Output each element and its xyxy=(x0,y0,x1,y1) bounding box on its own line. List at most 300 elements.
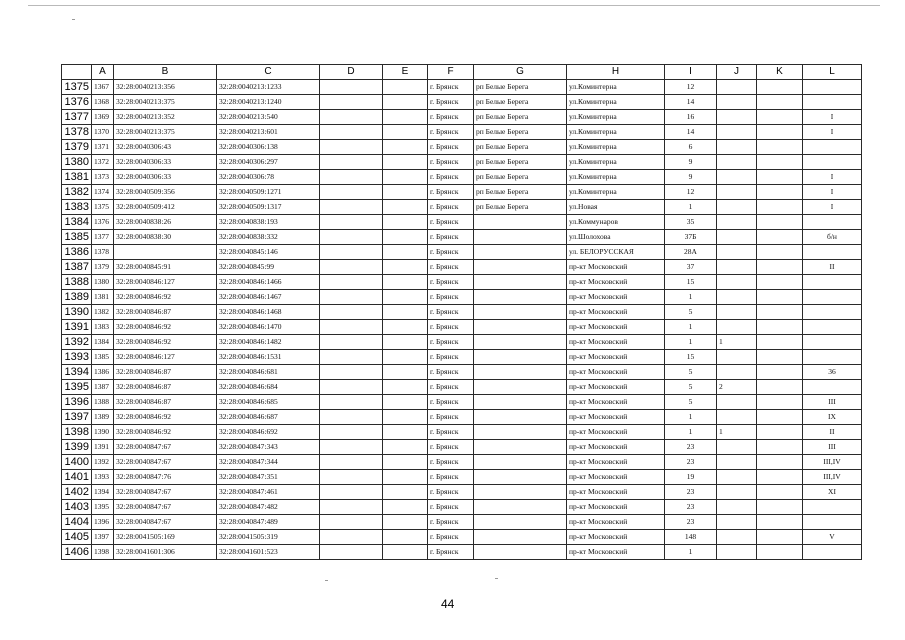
cell-col-d xyxy=(320,500,383,515)
cell-col-e xyxy=(383,230,428,245)
cell-col-a: 1392 xyxy=(92,455,114,470)
cell-col-j xyxy=(717,455,757,470)
cell-col-i: 6 xyxy=(665,140,717,155)
row-number: 1393 xyxy=(62,350,92,365)
row-number: 1396 xyxy=(62,395,92,410)
cell-col-b: 32:28:0040846:87 xyxy=(114,365,217,380)
cell-col-i: 15 xyxy=(665,350,717,365)
cell-col-b: 32:28:0040846:87 xyxy=(114,305,217,320)
column-header-j: J xyxy=(717,65,757,80)
cell-col-c: 32:28:0040838:193 xyxy=(217,215,320,230)
cell-col-b: 32:28:0040847:67 xyxy=(114,515,217,530)
cell-col-l: I xyxy=(803,170,862,185)
cell-col-a: 1381 xyxy=(92,290,114,305)
cell-col-j xyxy=(717,470,757,485)
column-header-e: E xyxy=(383,65,428,80)
cell-col-h: пр-кт Московский xyxy=(567,545,665,560)
cell-col-f: г. Брянск xyxy=(428,395,474,410)
cell-col-b: 32:28:0040847:67 xyxy=(114,440,217,455)
column-header-c: C xyxy=(217,65,320,80)
table-row xyxy=(62,290,862,305)
table-row xyxy=(62,455,862,470)
cell-col-d xyxy=(320,425,383,440)
cell-col-j: 1 xyxy=(717,335,757,350)
cell-col-h: ул.Новая xyxy=(567,200,665,215)
cell-col-b: 32:28:0040213:356 xyxy=(114,80,217,95)
cell-col-l xyxy=(803,290,862,305)
cell-col-k xyxy=(757,80,803,95)
row-number: 1391 xyxy=(62,320,92,335)
cell-col-k xyxy=(757,185,803,200)
cell-col-d xyxy=(320,410,383,425)
cell-col-e xyxy=(383,305,428,320)
cell-col-c: 32:28:0040509:1317 xyxy=(217,200,320,215)
table-row xyxy=(62,305,862,320)
cell-col-l xyxy=(803,155,862,170)
cell-col-c: 32:28:0040846:684 xyxy=(217,380,320,395)
cell-col-l xyxy=(803,245,862,260)
cell-col-g xyxy=(474,335,567,350)
cell-col-h: пр-кт Московский xyxy=(567,425,665,440)
cell-col-i: 5 xyxy=(665,365,717,380)
cell-col-h: ул.Коминтерна xyxy=(567,80,665,95)
cell-col-i: 9 xyxy=(665,170,717,185)
table-row xyxy=(62,485,862,500)
cell-col-c: 32:28:0040846:692 xyxy=(217,425,320,440)
row-number: 1387 xyxy=(62,260,92,275)
cell-col-l: III xyxy=(803,395,862,410)
cell-col-e xyxy=(383,380,428,395)
cell-col-a: 1396 xyxy=(92,515,114,530)
cell-col-e xyxy=(383,245,428,260)
table-row xyxy=(62,335,862,350)
cell-col-k xyxy=(757,95,803,110)
scan-speck xyxy=(495,578,498,579)
cell-col-f: г. Брянск xyxy=(428,230,474,245)
cell-col-i: 1 xyxy=(665,320,717,335)
table-row xyxy=(62,395,862,410)
row-number: 1397 xyxy=(62,410,92,425)
cell-col-d xyxy=(320,215,383,230)
cell-col-b: 32:28:0040846:87 xyxy=(114,380,217,395)
scan-speck xyxy=(325,580,328,581)
cell-col-d xyxy=(320,140,383,155)
cell-col-a: 1384 xyxy=(92,335,114,350)
cell-col-f: г. Брянск xyxy=(428,350,474,365)
cell-col-b: 32:28:0040846:127 xyxy=(114,350,217,365)
cell-col-b: 32:28:0040838:26 xyxy=(114,215,217,230)
cell-col-f: г. Брянск xyxy=(428,245,474,260)
table-row xyxy=(62,365,862,380)
table-body xyxy=(62,80,862,560)
cell-col-b: 32:28:0040847:67 xyxy=(114,485,217,500)
cell-col-j xyxy=(717,290,757,305)
cell-col-i: 16 xyxy=(665,110,717,125)
column-header-f: F xyxy=(428,65,474,80)
row-number: 1380 xyxy=(62,155,92,170)
cell-col-g: рп Белые Берега xyxy=(474,170,567,185)
cell-col-c: 32:28:0040213:1240 xyxy=(217,95,320,110)
cell-col-b: 32:28:0040847:76 xyxy=(114,470,217,485)
table-row xyxy=(62,545,862,560)
cell-col-k xyxy=(757,380,803,395)
cell-col-c: 32:28:0040846:685 xyxy=(217,395,320,410)
cell-col-a: 1380 xyxy=(92,275,114,290)
cell-col-l: I xyxy=(803,125,862,140)
row-number: 1402 xyxy=(62,485,92,500)
cell-col-g: рп Белые Берега xyxy=(474,140,567,155)
cell-col-k xyxy=(757,140,803,155)
cell-col-c: 32:28:0040846:1482 xyxy=(217,335,320,350)
row-number: 1383 xyxy=(62,200,92,215)
cell-col-f: г. Брянск xyxy=(428,380,474,395)
cell-col-a: 1377 xyxy=(92,230,114,245)
cell-col-h: пр-кт Московский xyxy=(567,395,665,410)
cell-col-k xyxy=(757,155,803,170)
cell-col-a: 1371 xyxy=(92,140,114,155)
cell-col-d xyxy=(320,200,383,215)
cell-col-f: г. Брянск xyxy=(428,425,474,440)
cell-col-k xyxy=(757,410,803,425)
cell-col-h: пр-кт Московский xyxy=(567,530,665,545)
cell-col-c: 32:28:0040845:99 xyxy=(217,260,320,275)
cell-col-c: 32:28:0040838:332 xyxy=(217,230,320,245)
cell-col-d xyxy=(320,275,383,290)
cell-col-b: 32:28:0041505:169 xyxy=(114,530,217,545)
cell-col-i: 28А xyxy=(665,245,717,260)
cell-col-j xyxy=(717,320,757,335)
column-header-d: D xyxy=(320,65,383,80)
row-number: 1381 xyxy=(62,170,92,185)
cell-col-e xyxy=(383,410,428,425)
cell-col-h: пр-кт Московский xyxy=(567,350,665,365)
cell-col-l xyxy=(803,80,862,95)
table-row xyxy=(62,185,862,200)
cell-col-g xyxy=(474,365,567,380)
cell-col-d xyxy=(320,455,383,470)
cell-col-c: 32:28:0040847:351 xyxy=(217,470,320,485)
cell-col-i: 37Б xyxy=(665,230,717,245)
cell-col-f: г. Брянск xyxy=(428,155,474,170)
cell-col-e xyxy=(383,530,428,545)
cell-col-g xyxy=(474,530,567,545)
cell-col-d xyxy=(320,335,383,350)
cell-col-a: 1398 xyxy=(92,545,114,560)
cell-col-f: г. Брянск xyxy=(428,275,474,290)
table-row xyxy=(62,260,862,275)
cell-col-e xyxy=(383,350,428,365)
row-number: 1378 xyxy=(62,125,92,140)
cell-col-d xyxy=(320,80,383,95)
cell-col-e xyxy=(383,395,428,410)
cell-col-h: пр-кт Московский xyxy=(567,440,665,455)
cell-col-a: 1370 xyxy=(92,125,114,140)
cell-col-e xyxy=(383,440,428,455)
column-header-l: L xyxy=(803,65,862,80)
cell-col-f: г. Брянск xyxy=(428,440,474,455)
row-number: 1395 xyxy=(62,380,92,395)
table-row xyxy=(62,140,862,155)
cell-col-b: 32:28:0041601:306 xyxy=(114,545,217,560)
cell-col-k xyxy=(757,200,803,215)
cell-col-c: 32:28:0040846:1470 xyxy=(217,320,320,335)
cell-col-l: б/н xyxy=(803,230,862,245)
cell-col-a: 1378 xyxy=(92,245,114,260)
cell-col-c: 32:28:0040847:343 xyxy=(217,440,320,455)
table-row xyxy=(62,80,862,95)
cell-col-d xyxy=(320,125,383,140)
cell-col-i: 23 xyxy=(665,500,717,515)
cell-col-i: 1 xyxy=(665,335,717,350)
cell-col-b: 32:28:0040847:67 xyxy=(114,500,217,515)
cell-col-f: г. Брянск xyxy=(428,515,474,530)
cell-col-e xyxy=(383,320,428,335)
cell-col-i: 23 xyxy=(665,455,717,470)
cell-col-b: 32:28:0040846:92 xyxy=(114,290,217,305)
cell-col-d xyxy=(320,170,383,185)
cell-col-g xyxy=(474,500,567,515)
column-header-k: K xyxy=(757,65,803,80)
cell-col-b: 32:28:0040306:33 xyxy=(114,155,217,170)
row-number: 1388 xyxy=(62,275,92,290)
table-row xyxy=(62,215,862,230)
cell-col-a: 1386 xyxy=(92,365,114,380)
cell-col-a: 1374 xyxy=(92,185,114,200)
cell-col-f: г. Брянск xyxy=(428,530,474,545)
cell-col-f: г. Брянск xyxy=(428,200,474,215)
cell-col-b: 32:28:0040509:356 xyxy=(114,185,217,200)
cell-col-e xyxy=(383,80,428,95)
cell-col-l: I xyxy=(803,185,862,200)
cell-col-j xyxy=(717,230,757,245)
cell-col-h: пр-кт Московский xyxy=(567,485,665,500)
cell-col-a: 1397 xyxy=(92,530,114,545)
cell-col-g xyxy=(474,455,567,470)
cell-col-d xyxy=(320,320,383,335)
cell-col-l xyxy=(803,320,862,335)
row-number: 1401 xyxy=(62,470,92,485)
cell-col-k xyxy=(757,215,803,230)
cell-col-f: г. Брянск xyxy=(428,80,474,95)
cell-col-i: 9 xyxy=(665,155,717,170)
cell-col-c: 32:28:0040846:1531 xyxy=(217,350,320,365)
cell-col-h: пр-кт Московский xyxy=(567,365,665,380)
cell-col-k xyxy=(757,500,803,515)
cell-col-b: 32:28:0040846:92 xyxy=(114,410,217,425)
cell-col-l xyxy=(803,275,862,290)
cell-col-g: рп Белые Берега xyxy=(474,80,567,95)
cell-col-d xyxy=(320,515,383,530)
cell-col-a: 1394 xyxy=(92,485,114,500)
cell-col-c: 32:28:0040847:461 xyxy=(217,485,320,500)
cell-col-j xyxy=(717,530,757,545)
cell-col-j: 1 xyxy=(717,425,757,440)
cell-col-f: г. Брянск xyxy=(428,500,474,515)
page-number: 44 xyxy=(441,597,455,611)
table-row xyxy=(62,425,862,440)
cell-col-g xyxy=(474,545,567,560)
cell-col-d xyxy=(320,95,383,110)
cell-col-d xyxy=(320,365,383,380)
cell-col-j xyxy=(717,185,757,200)
cell-col-f: г. Брянск xyxy=(428,455,474,470)
cell-col-g xyxy=(474,320,567,335)
cell-col-a: 1367 xyxy=(92,80,114,95)
scan-speck xyxy=(72,19,75,20)
cell-col-b: 32:28:0040213:375 xyxy=(114,125,217,140)
cell-col-e xyxy=(383,185,428,200)
cell-col-k xyxy=(757,320,803,335)
table-row xyxy=(62,125,862,140)
table-row xyxy=(62,470,862,485)
cell-col-e xyxy=(383,140,428,155)
cell-col-b xyxy=(114,245,217,260)
table-row xyxy=(62,320,862,335)
cell-col-d xyxy=(320,470,383,485)
row-number: 1392 xyxy=(62,335,92,350)
cell-col-f: г. Брянск xyxy=(428,215,474,230)
cell-col-b: 32:28:0040846:87 xyxy=(114,395,217,410)
cell-col-e xyxy=(383,500,428,515)
cell-col-g: рп Белые Берега xyxy=(474,110,567,125)
cell-col-e xyxy=(383,275,428,290)
corner-header xyxy=(62,65,92,80)
cell-col-i: 12 xyxy=(665,80,717,95)
cell-col-l: 36 xyxy=(803,365,862,380)
cell-col-j: 2 xyxy=(717,380,757,395)
row-number: 1400 xyxy=(62,455,92,470)
cell-col-d xyxy=(320,155,383,170)
cell-col-c: 32:28:0041505:319 xyxy=(217,530,320,545)
cell-col-e xyxy=(383,170,428,185)
cell-col-b: 32:28:0040846:92 xyxy=(114,425,217,440)
cell-col-i: 5 xyxy=(665,305,717,320)
table-row xyxy=(62,230,862,245)
cell-col-h: ул.Коминтерна xyxy=(567,110,665,125)
cell-col-h: ул.Коминтерна xyxy=(567,185,665,200)
row-number: 1379 xyxy=(62,140,92,155)
cell-col-g: рп Белые Берега xyxy=(474,125,567,140)
cell-col-e xyxy=(383,485,428,500)
cell-col-a: 1372 xyxy=(92,155,114,170)
cell-col-g: рп Белые Берега xyxy=(474,200,567,215)
cell-col-g xyxy=(474,275,567,290)
row-number: 1394 xyxy=(62,365,92,380)
cell-col-d xyxy=(320,185,383,200)
cell-col-h: пр-кт Московский xyxy=(567,275,665,290)
cell-col-c: 32:28:0040306:78 xyxy=(217,170,320,185)
cell-col-g xyxy=(474,395,567,410)
cell-col-a: 1369 xyxy=(92,110,114,125)
cell-col-e xyxy=(383,215,428,230)
table-row xyxy=(62,95,862,110)
cell-col-a: 1382 xyxy=(92,305,114,320)
cell-col-g xyxy=(474,485,567,500)
cell-col-a: 1389 xyxy=(92,410,114,425)
row-number: 1406 xyxy=(62,545,92,560)
cell-col-k xyxy=(757,110,803,125)
cell-col-f: г. Брянск xyxy=(428,545,474,560)
cell-col-e xyxy=(383,200,428,215)
cell-col-c: 32:28:0040846:681 xyxy=(217,365,320,380)
cell-col-d xyxy=(320,110,383,125)
cell-col-f: г. Брянск xyxy=(428,260,474,275)
cell-col-c: 32:28:0040846:1468 xyxy=(217,305,320,320)
cell-col-a: 1373 xyxy=(92,170,114,185)
cell-col-i: 1 xyxy=(665,410,717,425)
table-row xyxy=(62,275,862,290)
cell-col-l xyxy=(803,380,862,395)
table-row xyxy=(62,350,862,365)
cell-col-c: 32:28:0040306:138 xyxy=(217,140,320,155)
cell-col-h: пр-кт Московский xyxy=(567,320,665,335)
cell-col-h: ул.Шолохова xyxy=(567,230,665,245)
cell-col-f: г. Брянск xyxy=(428,170,474,185)
cell-col-a: 1376 xyxy=(92,215,114,230)
column-header-h: H xyxy=(567,65,665,80)
cell-col-b: 32:28:0040846:92 xyxy=(114,320,217,335)
cell-col-j xyxy=(717,545,757,560)
cell-col-c: 32:28:0040306:297 xyxy=(217,155,320,170)
row-number: 1390 xyxy=(62,305,92,320)
cell-col-d xyxy=(320,530,383,545)
cell-col-l xyxy=(803,335,862,350)
cell-col-j xyxy=(717,440,757,455)
cell-col-k xyxy=(757,275,803,290)
cell-col-k xyxy=(757,170,803,185)
cell-col-l xyxy=(803,545,862,560)
cell-col-l: V xyxy=(803,530,862,545)
cell-col-k xyxy=(757,425,803,440)
cell-col-e xyxy=(383,125,428,140)
cell-col-d xyxy=(320,245,383,260)
cell-col-e xyxy=(383,515,428,530)
cell-col-e xyxy=(383,260,428,275)
cell-col-e xyxy=(383,455,428,470)
column-header-row xyxy=(62,65,862,80)
cell-col-i: 1 xyxy=(665,200,717,215)
cell-col-b: 32:28:0040846:127 xyxy=(114,275,217,290)
cell-col-k xyxy=(757,545,803,560)
cell-col-g: рп Белые Берега xyxy=(474,155,567,170)
cell-col-b: 32:28:0040847:67 xyxy=(114,455,217,470)
column-header-b: B xyxy=(114,65,217,80)
cell-col-f: г. Брянск xyxy=(428,305,474,320)
cell-col-g xyxy=(474,410,567,425)
cell-col-k xyxy=(757,455,803,470)
cell-col-d xyxy=(320,350,383,365)
row-number: 1385 xyxy=(62,230,92,245)
cell-col-l: II xyxy=(803,260,862,275)
cell-col-j xyxy=(717,260,757,275)
table-row xyxy=(62,440,862,455)
cell-col-c: 32:28:0040845:146 xyxy=(217,245,320,260)
cell-col-h: пр-кт Московский xyxy=(567,470,665,485)
row-number: 1377 xyxy=(62,110,92,125)
column-header-g: G xyxy=(474,65,567,80)
cell-col-g xyxy=(474,230,567,245)
cell-col-d xyxy=(320,305,383,320)
cell-col-h: пр-кт Московский xyxy=(567,380,665,395)
cell-col-k xyxy=(757,515,803,530)
cell-col-a: 1375 xyxy=(92,200,114,215)
cell-col-k xyxy=(757,125,803,140)
cell-col-c: 32:28:0040847:489 xyxy=(217,515,320,530)
cell-col-d xyxy=(320,380,383,395)
cell-col-g xyxy=(474,515,567,530)
table-row xyxy=(62,110,862,125)
cell-col-c: 32:28:0040213:540 xyxy=(217,110,320,125)
